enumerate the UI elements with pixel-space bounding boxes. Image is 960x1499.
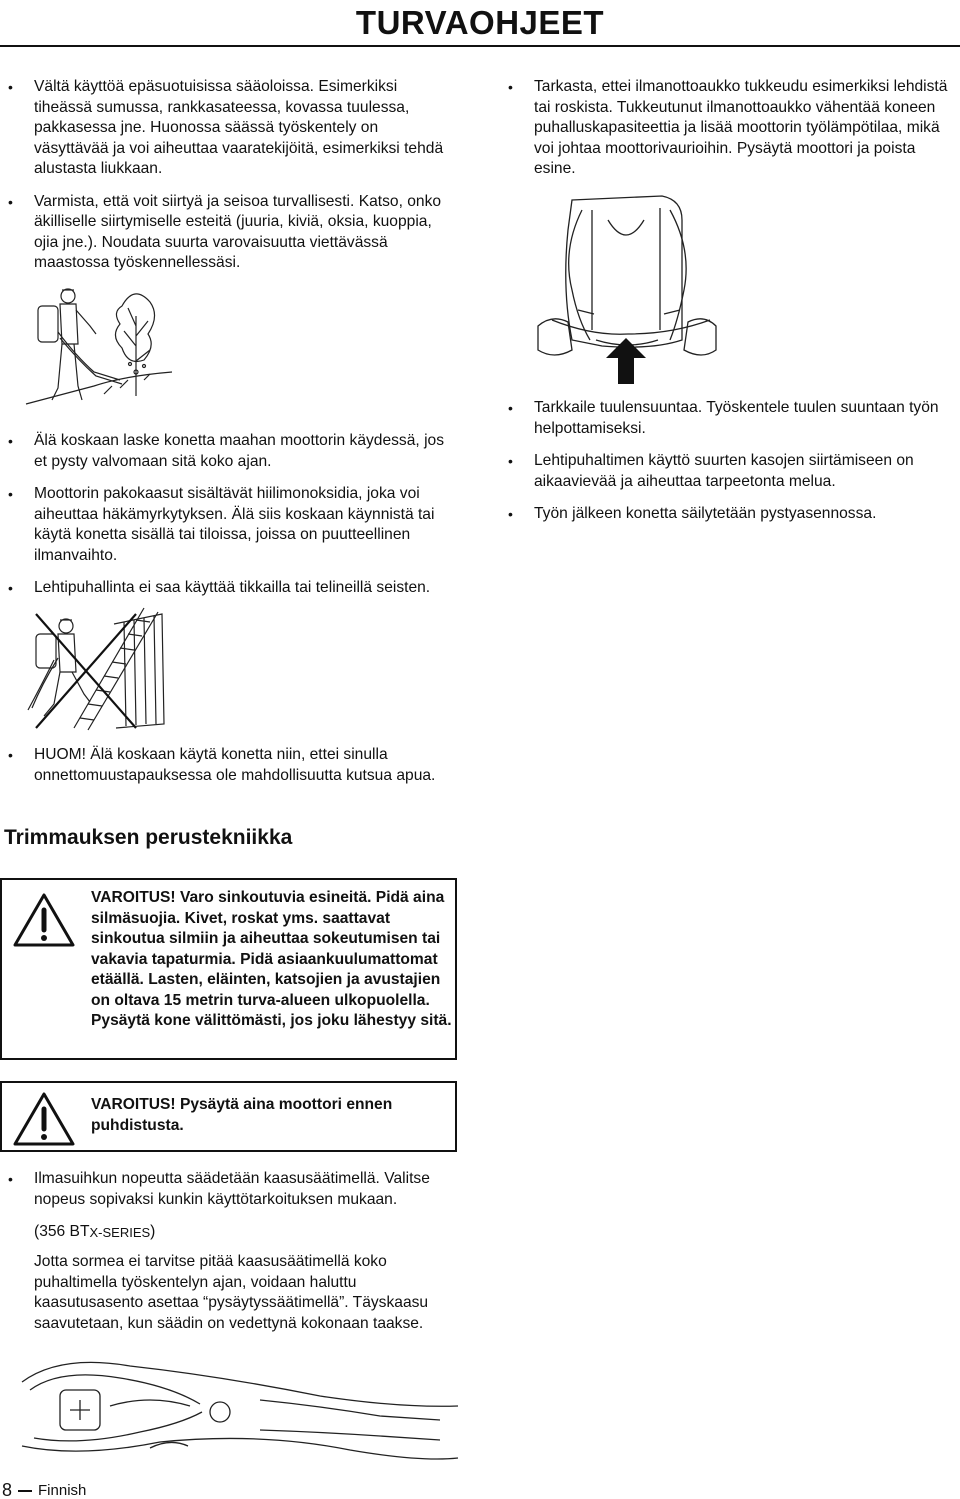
list-item: • Vältä käyttöä epäsuotuisissa sääoloissa. Esimerkiksi tiheässä sumussa, rankkasateessa, kovassa tuulessa, pakkasessa jne. Huonossa säässä työskentely on väsyttävää ja voi aiheuttaa vaaratekijöitä, esimerkiksi tehdä alustasta liukkaan.	[4, 77, 454, 180]
up-arrow-icon	[606, 338, 646, 384]
list-item: • Ilmasuihkun nopeutta säädetään kaasusäätimellä. Valitse nopeus sopivaksi kunkin käyttötarkoituksen mukaan.	[4, 1169, 456, 1210]
warning-triangle-icon	[12, 892, 76, 948]
warning-box	[0, 878, 457, 1060]
page-footer	[2, 1480, 86, 1499]
left-bullets-bottom	[4, 1169, 456, 1222]
left-bullets-top	[4, 77, 454, 286]
blower-slope-illustration	[24, 276, 174, 414]
warning-triangle-icon	[12, 1091, 76, 1147]
page-number: 8	[2, 1480, 13, 1499]
model-prefix: (356 BT	[34, 1223, 90, 1240]
list-item: • Tarkasta, ettei ilmanottoaukko tukkeudu esimerkiksi lehdistä tai roskista. Tukkeutunut ilmanottoaukko vähentää koneen puhalluskapasiteettia ja lisää moottorin työlämpötilaa, mikä voi johtaa moottorivaurioihin. Pysäytä moottori ja poista esine.	[504, 77, 954, 180]
left-bullets-huom	[4, 745, 444, 798]
page-title: TURVAOHJEET	[355, 4, 605, 41]
model-suffix: )	[150, 1223, 156, 1240]
list-item: • Tarkkaile tuulensuuntaa. Työskentele tuulen suuntaan työn helpottamiseksi.	[504, 398, 954, 439]
footer-dash	[18, 1490, 32, 1492]
left-bullets-mid	[4, 431, 456, 611]
ladder-prohibited-illustration	[14, 604, 174, 732]
right-bullets-mid	[504, 398, 954, 537]
blower-handle-illustration	[20, 1346, 460, 1464]
model-label	[34, 1222, 155, 1243]
right-bullets-top	[504, 77, 954, 192]
list-item: • Lehtipuhaltimen käyttö suurten kasojen siirtämiseen on aikaavievää ja aiheuttaa tarpeetonta melua.	[504, 451, 954, 492]
list-item: • Varmista, että voit siirtyä ja seisoa turvallisesti. Katso, onko äkilliselle siirtymiselle esteitä (juuria, kiviä, oksia, kuoppia, ojia jne.). Noudata suurta varovaisuutta viettävässä maastossa työskennellessäsi.	[4, 192, 454, 274]
warning-text: VAROITUS! Varo sinkoutuvia esineitä. Pidä aina silmäsuojia. Kivet, roskat yms. saattavat sinkoutua silmiin ja aiheuttaa sokeutumisen tai vakavia tapaturmia. Pidä asiaankuulumattomat etäällä. Lasten, eläinten, katsojien ja avustajien on oltava 15 metrin turva-alueen ulkopuolella. Pysäytä kone välittömästi, jos joku lähestyy sitä.	[91, 889, 452, 1029]
throttle-paragraph: Jotta sormea ei tarvitse pitää kaasusäätimellä koko puhaltimella työskentelyn ajan, voidaan haluttu kaasutusasento asettaa “pysäytyssäätimellä”. Täyskaasu saavutetaan, kun säädin on vedettynä kokonaan taakse.	[34, 1253, 429, 1332]
list-item: • Moottorin pakokaasut sisältävät hiilimonoksidia, joka voi aiheuttaa häkämyrkytyksen. Älä siis koskaan käynnistä tai käytä konetta sisällä tai tiloissa, joissa on puutteellinen ilmanvaihto.	[4, 484, 456, 566]
title-rule	[0, 45, 960, 47]
backpack-intake-illustration	[532, 190, 722, 384]
list-item: • Lehtipuhallinta ei saa käyttää tikkailla tai telineillä seisten.	[4, 578, 456, 599]
warning-box	[0, 1081, 457, 1152]
section-heading: Trimmauksen perustekniikka	[4, 826, 293, 849]
list-item: • HUOM! Älä koskaan käytä konetta niin, ettei sinulla onnettomuustapauksessa ole mahdollisuutta kutsua apua.	[4, 745, 444, 786]
warning-text: VAROITUS! Pysäytä aina moottori ennen puhdistusta.	[91, 1096, 393, 1134]
footer-language: Finnish	[38, 1482, 87, 1499]
model-series: X-SERIES	[89, 1225, 151, 1240]
list-item: • Työn jälkeen konetta säilytetään pystyasennossa.	[504, 504, 954, 525]
list-item: • Älä koskaan laske konetta maahan moottorin käydessä, jos et pysty valvomaan sitä koko ajan.	[4, 431, 456, 472]
